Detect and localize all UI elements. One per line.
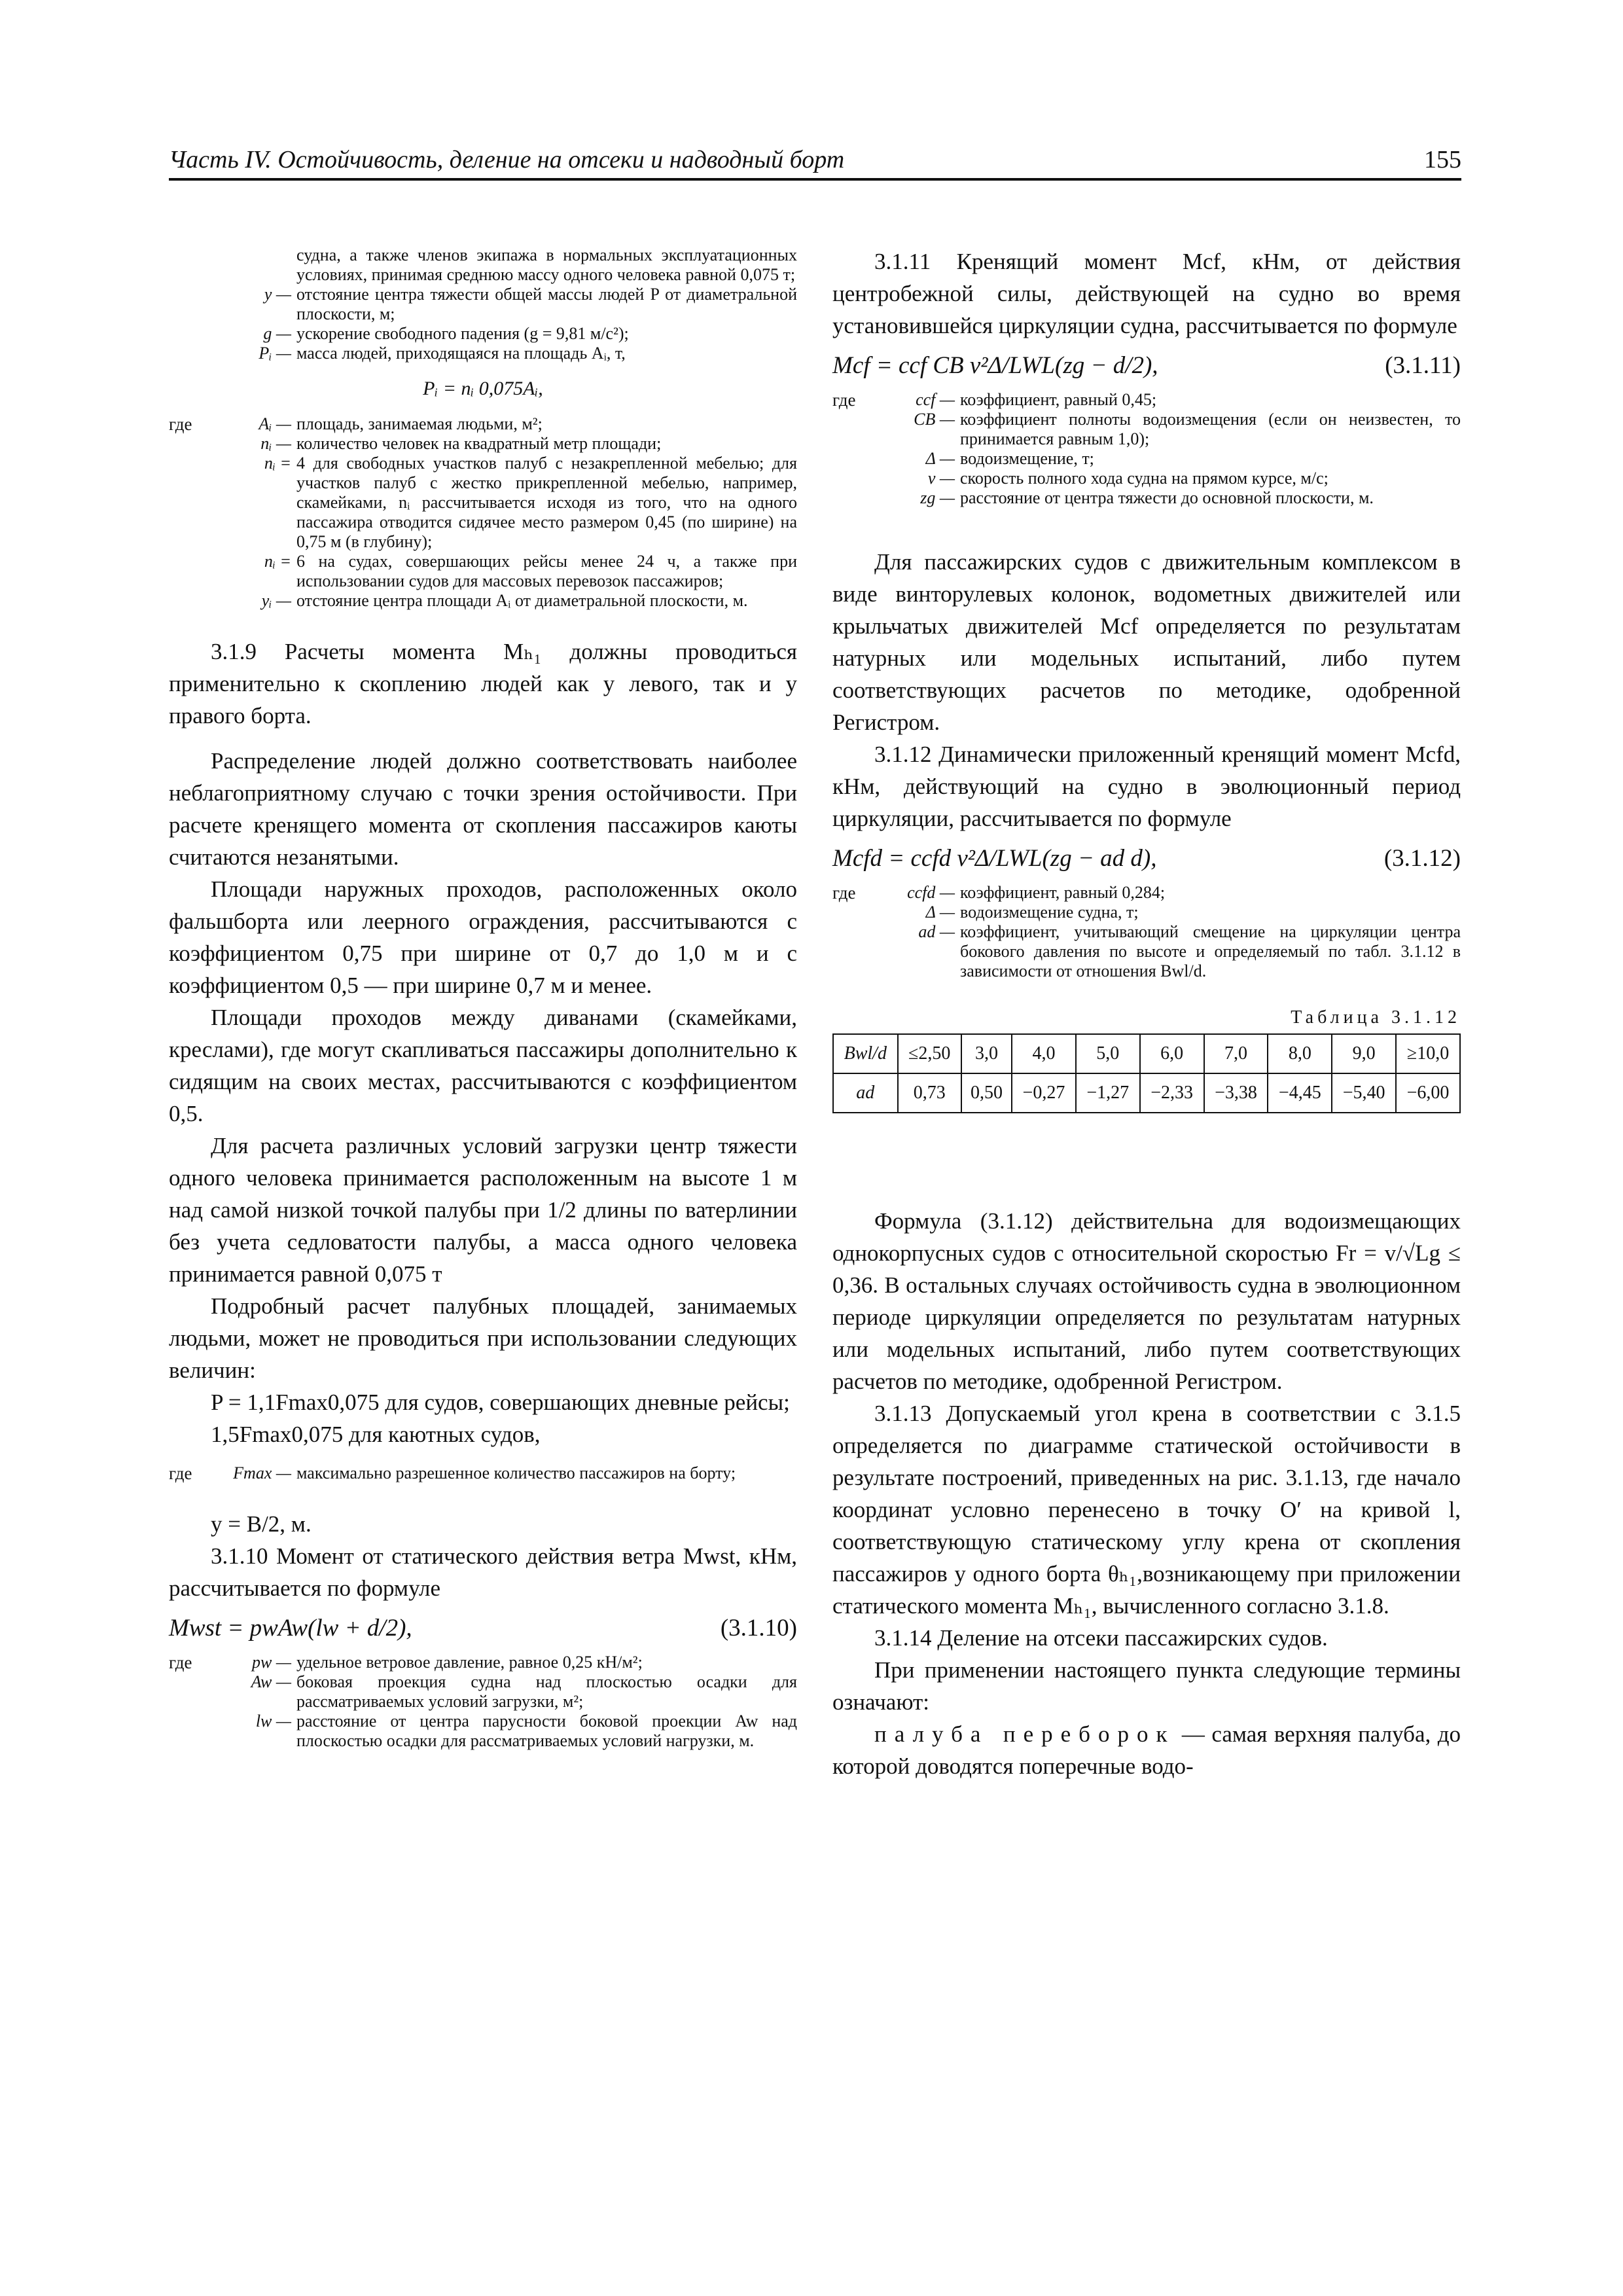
definition-symbol: Aw — xyxy=(251,1672,291,1691)
definition-symbol: ad — xyxy=(918,922,955,941)
definition-text: отстояние центра тяжести общей массы людей P от диаметральной плоскости, м; xyxy=(296,285,797,323)
definition-symbol: g — xyxy=(263,324,291,343)
definition-symbol: Δ — xyxy=(925,449,955,468)
table-cell: −1,27 xyxy=(1076,1073,1140,1113)
table-cell: 5,0 xyxy=(1076,1034,1140,1073)
definition-text: масса людей, приходящаяся на площадь Aᵢ, т, xyxy=(296,344,626,363)
table-cell: −2,33 xyxy=(1140,1073,1204,1113)
paragraph: 3.1.11 Кренящий момент Mcf, кНм, от действия центробежной силы, действующей на судно во время установившейся циркуляции судна, рассчитывается по формуле xyxy=(832,249,1461,338)
definition-text: водоизмещение судна, т; xyxy=(960,903,1139,922)
table-cell: ≤2,50 xyxy=(898,1034,961,1073)
definition-text: судна, а также членов экипажа в нормальных эксплуатационных условиях, принимая среднюю массу одного человека равной 0,075 т; xyxy=(296,245,797,284)
equation-number: (3.1.11) xyxy=(1385,352,1461,379)
paragraph: Распределение людей должно соответствовать наиболее неблагоприятному случаю с точки зрения остойчивости. При расчете кренящего момента от скопления пассажиров каюты считаются незанятыми. xyxy=(169,748,797,870)
definition-symbol: y — xyxy=(264,285,291,304)
definitions-block: где Fmax — максимально разрешенное количество пассажиров на борту; xyxy=(169,1463,797,1483)
definition-text: 6 на судах, совершающих рейсы менее 24 ч, а также при использовании судов для массовых перевозок пассажиров; xyxy=(296,552,797,590)
definition-symbol: v — xyxy=(927,469,955,488)
left-column xyxy=(169,245,797,1751)
paragraph: y = B/2, м. xyxy=(211,1511,312,1537)
table-cell: 0,50 xyxy=(961,1073,1012,1113)
table-cell: Bwl/d xyxy=(833,1034,898,1073)
table-cell: 9,0 xyxy=(1332,1034,1396,1073)
page-number: 155 xyxy=(1424,146,1461,173)
definition-symbol: nᵢ = xyxy=(264,454,291,473)
coefficient-table xyxy=(832,1033,1461,1113)
equation-3-1-11 xyxy=(832,348,1461,384)
table-row xyxy=(833,1073,1460,1113)
definition-symbol: pw — xyxy=(252,1653,291,1672)
table-cell: 0,73 xyxy=(898,1073,961,1113)
definition-text: 4 для свободных участков палуб с незакрепленной мебелью; для участков палуб с жестко прикрепленной мебелью, например, скамейками, nᵢ рассчитывается исходя из того, что на одного пассажира отводится сидячее место размером 0,45 (по ширине) на 0,75 м (в глубину); xyxy=(296,454,797,551)
equation-number: (3.1.12) xyxy=(1383,845,1461,872)
equation-3-1-10 xyxy=(169,1611,797,1646)
definition-text: скорость полного хода судна на прямом курсе, м/с; xyxy=(960,469,1329,488)
paragraph: P = 1,1Fmax0,075 для судов, совершающих дневные рейсы; xyxy=(211,1390,790,1415)
table-cell: −6,00 xyxy=(1396,1073,1460,1113)
equation-formula: Mwst = pwAw(lw + d/2), xyxy=(169,1615,412,1641)
table-row xyxy=(833,1034,1460,1073)
running-title: Часть IV. Остойчивость, деление на отсеки и надводный борт xyxy=(169,146,845,173)
table-cell: 3,0 xyxy=(961,1034,1012,1073)
paragraph: При применении настоящего пункта следующие термины означают: xyxy=(832,1657,1461,1715)
paragraph: Формула (3.1.12) действительна для водоизмещающих однокорпусных судов с относительной скоростью Fr = v/√Lg ≤ 0,36. В остальных случаях остойчивость судна в эволюционном периоде циркуляции определяется по результатам натурных или модельных испытаний, либо путем соответствующих расчетов по методике, одобренной Регистром. xyxy=(832,1208,1461,1394)
definition-symbol: zg — xyxy=(920,488,955,507)
table-cell: 8,0 xyxy=(1268,1034,1332,1073)
definition-symbol: ccf — xyxy=(916,390,955,409)
definition-symbol: Aᵢ — xyxy=(259,414,291,433)
definitions-block: где pw — удельное ветровое давление, равное 0,25 кН/м²; Aw — боковая проекция судна над плоскостью осадки для рассматриваемых условий загрузки, м²; lw — расстояние от центра парусности боковой проекции Aw над плоскостью осадки для рассматриваемых условий нагрузки, м. xyxy=(169,1653,797,1750)
definition-text: коэффициент, учитывающий смещение на циркуляции центра бокового давления по высоте и определяемый по табл. 3.1.12 в зависимости от отношения Bwl/d. xyxy=(960,922,1461,980)
definition-text: площадь, занимаемая людьми, м²; xyxy=(296,414,543,433)
paragraph: 3.1.10 Момент от статического действия ветра Mwst, кНм, рассчитывается по формуле xyxy=(169,1543,797,1601)
table-cell: ≥10,0 xyxy=(1396,1034,1460,1073)
definition-text: боковая проекция судна над плоскостью осадки для рассматриваемых условий загрузки, м²; xyxy=(296,1672,797,1711)
definition-symbol: Δ — xyxy=(925,903,955,922)
definition-text: коэффициент, равный 0,45; xyxy=(960,390,1157,409)
header-rule xyxy=(169,178,1461,181)
definition-text: отстояние центра площади Aᵢ от диаметральной плоскости, м. xyxy=(296,591,748,610)
definition-symbol: yᵢ — xyxy=(261,591,291,610)
definitions-block: где ccf — коэффициент, равный 0,45; CB — коэффициент полноты водоизмещения (если он неизвестен, то принимается равным 1,0); Δ — водоизмещение, т; v — скорость полного хода судна на прямом курсе, м/с; zg — расстояние от центра тяжести до основной плоскости, м. xyxy=(832,390,1461,507)
equation-number: (3.1.10) xyxy=(720,1615,797,1641)
paragraph: Площади наружных проходов, расположенных около фальшборта или леерного ограждения, рассчитываются с коэффициентом 0,75 при ширине от 0,7 до 1,0 м и с коэффициентом 0,5 — при ширине 0,7 м и менее. xyxy=(169,876,797,998)
formula-pi: Pᵢ = nᵢ 0,075Aᵢ, xyxy=(423,378,543,399)
equation-3-1-12 xyxy=(832,841,1461,876)
definition-symbol: ccfd — xyxy=(907,883,955,902)
definition-symbol: lw — xyxy=(255,1712,291,1731)
term-spaced: палуба переборок xyxy=(874,1721,1175,1747)
paragraph: Для расчета различных условий загрузки центр тяжести одного человека принимается расположенным на высоте 1 м над самой низкой точкой палубы при 1/2 длины по ватерлинии без учета седловатости палубы, а масса одного человека принимается равной 0,075 т xyxy=(169,1133,797,1287)
paragraph: 3.1.9 Расчеты момента Mₕ₁ должны проводиться применительно к скоплению людей как у левого, так и у правого борта. xyxy=(169,639,797,728)
definition-text: удельное ветровое давление, равное 0,25 кН/м²; xyxy=(296,1653,643,1672)
term-definition: — самая верхняя палуба, до которой доводятся поперечные водо- xyxy=(832,1721,1461,1779)
paragraph xyxy=(832,1718,1461,1782)
definition-symbol: nᵢ = xyxy=(264,552,291,571)
equation-formula: Mcfd = ccfd v²Δ/LWL(zg − ad d), xyxy=(832,845,1157,872)
definition-text: водоизмещение, т; xyxy=(960,449,1094,468)
table-cell: 7,0 xyxy=(1204,1034,1268,1073)
paragraph: 1,5Fmax0,075 для каютных судов, xyxy=(211,1422,541,1447)
paragraph: Для пассажирских судов с движительным комплексом в виде винторулевых колонок, водометных движителей или крыльчатых движителей Mcf определяется по результатам натурных или модельных испытаний, либо путем соответствующих расчетов по методике, одобренной Регистром. xyxy=(832,549,1461,735)
right-column xyxy=(832,245,1461,1782)
paragraph: Площади проходов между диванами (скамейками, креслами), где могут скапливаться пассажиры дополнительно к сидящим на своих местах, рассчитываются с коэффициентом 0,5. xyxy=(169,1005,797,1126)
table-caption: Таблица 3.1.12 xyxy=(1291,1007,1461,1028)
table-cell: 4,0 xyxy=(1012,1034,1076,1073)
definition-symbol: CB — xyxy=(914,410,955,429)
paragraph: 3.1.14 Деление на отсеки пассажирских судов. xyxy=(874,1625,1328,1651)
table-cell: 6,0 xyxy=(1140,1034,1204,1073)
definition-text: максимально разрешенное количество пассажиров на борту; xyxy=(296,1463,736,1482)
equation-formula: Mcf = ccf CB v²Δ/LWL(zg − d/2), xyxy=(832,352,1158,379)
definitions-block: где ccfd — коэффициент, равный 0,284; Δ — водоизмещение судна, т; ad — коэффициент, учитывающий смещение на циркуляции центра бокового давления по высоте и определяемый по табл. 3.1.12 в зависимости от отношения Bwl/d. xyxy=(832,883,1461,980)
paragraph: 3.1.12 Динамически приложенный кренящий момент Mcfd, кНм, действующий на судно в эволюционный период циркуляции, рассчитывается по формуле xyxy=(832,742,1461,831)
definitions-block: где Aᵢ — площадь, занимаемая людьми, м²; nᵢ — количество человек на квадратный метр площади; nᵢ = 4 для свободных участков палуб с незакрепленной мебелью; для участков палуб с жестко прикрепленной мебелью, например, скамейками, nᵢ рассчитывается исходя из того, что на одного пассажира отводится сидячее место размером 0,45 (по ширине) на 0,75 м (в глубину); nᵢ = 6 на судах, совершающих рейсы менее 24 ч, а также при использовании судов для массовых перевозок пассажиров; yᵢ — отстояние центра площади Aᵢ от диаметральной плоскости, м. xyxy=(169,414,797,610)
table-cell: −0,27 xyxy=(1012,1073,1076,1113)
definition-text: коэффициент полноты водоизмещения (если он неизвестен, то принимается равным 1,0); xyxy=(960,410,1461,448)
table-cell: −3,38 xyxy=(1204,1073,1268,1113)
table-cell: −5,40 xyxy=(1332,1073,1396,1113)
definition-symbol: nᵢ — xyxy=(260,434,291,453)
definition-symbol: Fmax — xyxy=(233,1463,291,1482)
definition-text: ускорение свободного падения (g = 9,81 м/с²); xyxy=(296,324,629,343)
page-header xyxy=(169,145,1461,179)
table-cell: ad xyxy=(833,1073,898,1113)
definition-text: расстояние от центра парусности боковой проекции Aw над плоскостью осадки для рассматриваемых условий нагрузки, м. xyxy=(296,1712,797,1750)
paragraph: 3.1.13 Допускаемый угол крена в соответствии с 3.1.5 определяется по диаграмме статической остойчивости в результате построений, приведенных на рис. 3.1.13, где начало координат условно перенесено в точку O′ на кривой l, соответствующую статическому углу крена от скопления пассажиров у одного борта θₕ₁,возникающему при приложении статического момента Mₕ₁, вычисленного согласно 3.1.8. xyxy=(832,1401,1461,1619)
definition-text: количество человек на квадратный метр площади; xyxy=(296,434,662,453)
definitions-block xyxy=(169,245,797,363)
definition-symbol: Pᵢ — xyxy=(259,344,291,363)
paragraph: Подробный расчет палубных площадей, занимаемых людьми, может не проводиться при использовании следующих величин: xyxy=(169,1293,797,1383)
table-cell: −4,45 xyxy=(1268,1073,1332,1113)
definition-text: коэффициент, равный 0,284; xyxy=(960,883,1166,902)
definition-text: расстояние от центра тяжести до основной плоскости, м. xyxy=(960,488,1374,507)
